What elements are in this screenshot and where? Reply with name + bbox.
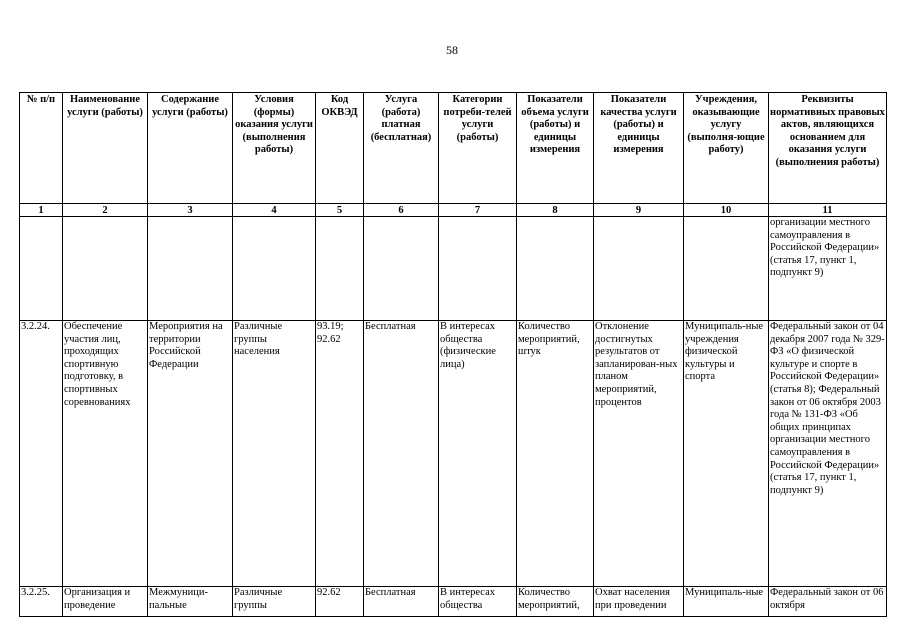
- table-cell-acts: Федеральный закон от 06 октября: [769, 587, 887, 617]
- table-cell-okved: 92.62: [316, 587, 364, 617]
- table-cell: [63, 217, 148, 321]
- table-cell: [316, 217, 364, 321]
- column-number: 7: [439, 204, 517, 217]
- table-cell-content: Мероприятия на территории Российской Федерации: [148, 321, 233, 587]
- table-cell-conditions: Различные группы населения: [233, 321, 316, 587]
- column-number: 2: [63, 204, 148, 217]
- header-cell-volume: Показатели объема услуги (работы) и единицы измерения: [517, 93, 594, 204]
- page-number: 58: [446, 43, 458, 57]
- services-registry-table: [19, 92, 887, 617]
- header-cell-name: Наименование услуги (работы): [63, 93, 148, 204]
- table-cell-acts: Федеральный закон от 04 декабря 2007 года № 329-ФЗ «О физической культуре и спорте в Российской Федерации» (статья 8); Федеральный закон от 06 октября 2003 года № 131-ФЗ «Об общих принципах организации местного самоуправления в Российской Федерации» (статья 17, пункт 1, подпункт 9): [769, 321, 887, 587]
- table-cell-conditions: Различные группы: [233, 587, 316, 617]
- column-number: 1: [20, 204, 63, 217]
- table-cell-okved: 93.19; 92.62: [316, 321, 364, 587]
- table-cell-quality: Отклонение достигнутых результатов от запланирован-ных планом мероприятий, процентов: [594, 321, 684, 587]
- table-cell: [148, 217, 233, 321]
- table-cell-num: 3.2.25.: [20, 587, 63, 617]
- table-cell: [233, 217, 316, 321]
- table-cell-name: Обеспечение участия лиц, проходящих спортивную подготовку, в спортивных соревнованиях: [63, 321, 148, 587]
- column-number: 3: [148, 204, 233, 217]
- column-number-row: [20, 204, 887, 217]
- table-cell-acts: организации местного самоуправления в Российской Федерации» (статья 17, пункт 1, подпункт 9): [769, 217, 887, 321]
- header-cell-institutions: Учреждения, оказывающие услугу (выполня-ющие работу): [684, 93, 769, 204]
- table-cell-num: 3.2.24.: [20, 321, 63, 587]
- table-cell-name: Организация и проведение: [63, 587, 148, 617]
- table-cell-paid: Бесплатная: [364, 321, 439, 587]
- column-number: 11: [769, 204, 887, 217]
- header-cell-paid: Услуга (работа) платная (бесплатная): [364, 93, 439, 204]
- header-cell-acts: Реквизиты нормативных правовых актов, являющихся основанием для оказания услуги (выполнения работы): [769, 93, 887, 204]
- header-cell-okved: Код ОКВЭД: [316, 93, 364, 204]
- table-cell: [20, 217, 63, 321]
- table-cell: [684, 217, 769, 321]
- table-cell: [439, 217, 517, 321]
- table-cell: [364, 217, 439, 321]
- table-cell-institutions: Муниципаль-ные учреждения физической культуры и спорта: [684, 321, 769, 587]
- table-cell-paid: Бесплатная: [364, 587, 439, 617]
- table-cell-institutions: Муниципаль-ные: [684, 587, 769, 617]
- column-number: 6: [364, 204, 439, 217]
- column-number: 8: [517, 204, 594, 217]
- header-cell-consumers: Категории потреби-телей услуги (работы): [439, 93, 517, 204]
- table-row: [20, 321, 887, 587]
- column-number: 4: [233, 204, 316, 217]
- table-cell: [594, 217, 684, 321]
- header-cell-conditions: Условия (формы) оказания услуги (выполнения работы): [233, 93, 316, 204]
- column-number: 9: [594, 204, 684, 217]
- table-cell-content: Межмуници-пальные: [148, 587, 233, 617]
- header-cell-quality: Показатели качества услуги (работы) и единицы измерения: [594, 93, 684, 204]
- column-number: 10: [684, 204, 769, 217]
- header-cell-content: Содержание услуги (работы): [148, 93, 233, 204]
- table-row: [20, 587, 887, 617]
- table-cell-volume: Количество мероприятий, штук: [517, 321, 594, 587]
- table-cell: [517, 217, 594, 321]
- table-cell-quality: Охват населения при проведении: [594, 587, 684, 617]
- table-cell-consumers: В интересах общества (физические лица): [439, 321, 517, 587]
- header-cell-num: № п/п: [20, 93, 63, 204]
- table-row-continuation: [20, 217, 887, 321]
- table-cell-consumers: В интересах общества: [439, 587, 517, 617]
- header-row: [20, 93, 887, 204]
- table-cell-volume: Количество мероприятий,: [517, 587, 594, 617]
- column-number: 5: [316, 204, 364, 217]
